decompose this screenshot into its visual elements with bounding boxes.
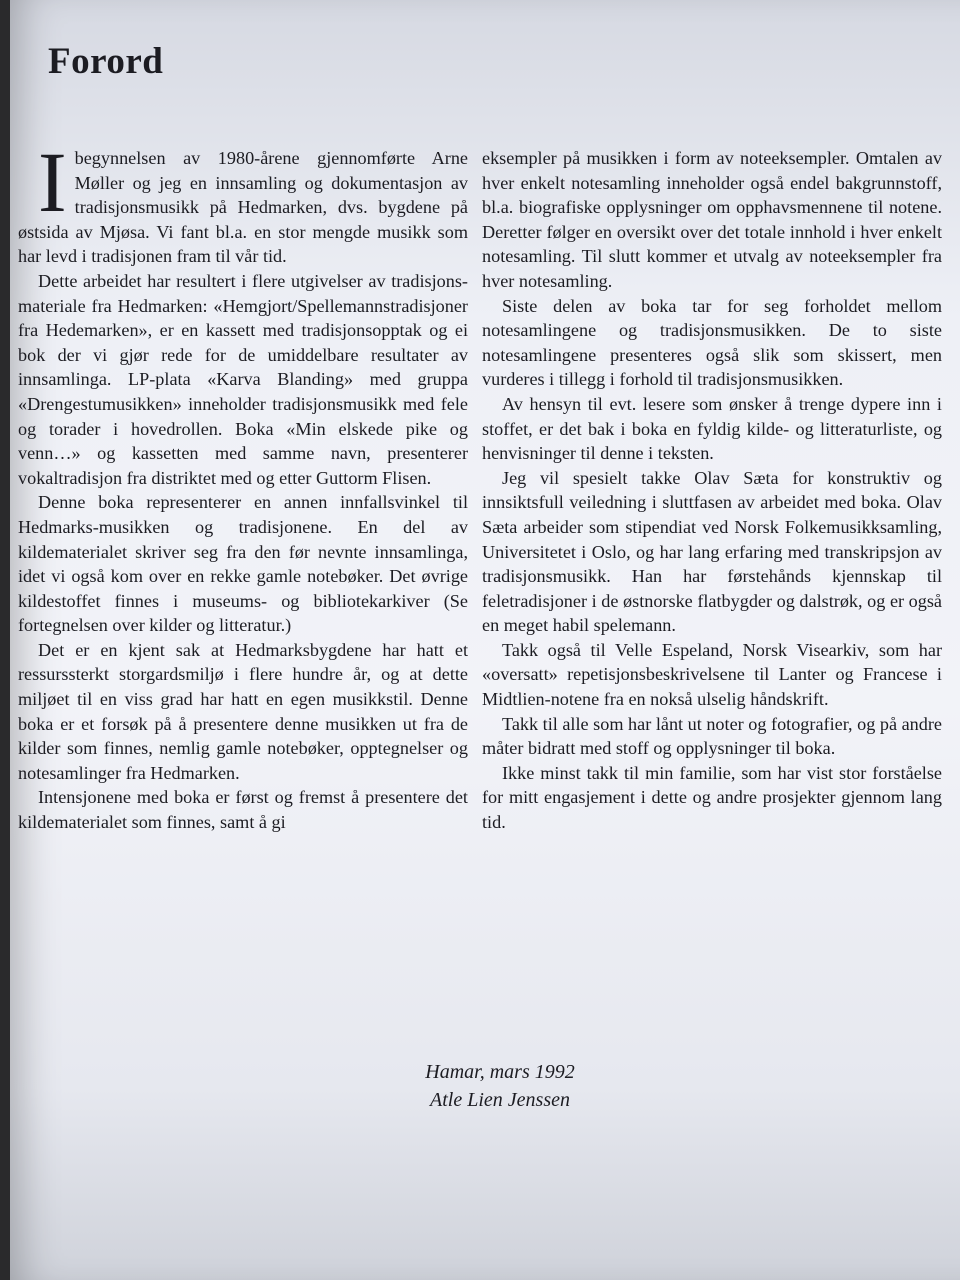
paragraph: Takk til alle som har lånt ut noter og fotografier, og på andre måter bidratt med stoff og opplysninger til boka. [482, 713, 942, 759]
paragraph: Av hensyn til evt. lesere som ønsker å trenge dypere inn i stoffet, er det bak i boka en fyldig kilde- og litteraturliste, og henvisninger til denne i teksten. [482, 393, 942, 464]
paragraph: Ikke minst takk til min familie, som har vist stor forståelse for mitt engasjement i dette og andre prosjekter gjennom lang tid. [482, 762, 942, 833]
paragraph-text: begynnelsen av 1980-årene gjennomførte Arne Møller og jeg en innsamling og dokumentasjon av tradisjonsmusikk på Hedmarken, dvs. bygdene på østsida av Mjøsa. Vi fant bl.a. en stor mengde musikk som har levd i tradisjonen fram til vår tid. [18, 148, 468, 267]
paragraph: Jeg vil spesielt takke Olav Sæta for konstruktiv og innsiktsfull veiledning i sluttfasen av arbeidet med boka. Olav Sæta arbeider som stipendiat ved Norsk Folkemusikksamling, Universitetet i Oslo, og har lang erfaring med transkripsjon av tradisjonsmusikk. Han har førstehånds kjennskap til feletradisjoner i de østnorske flatbygder og dalstrøk, og er også en meget habil spelemann. [482, 467, 942, 636]
paragraph: Siste delen av boka tar for seg forholdet mellom notesamlingene og tradisjonsmusikken. De to siste notesamlingene presenteres også slik som skissert, men vurderes i tillegg i forhold til tradisjonsmusikken. [482, 295, 942, 390]
left-text-column [18, 134, 468, 835]
paragraph: Takk også til Velle Espeland, Norsk Visearkiv, som har «oversatt» repetisjonsbeskrivelsene til Lanter og Francese i Midtlien-notene fra en nokså ulselig håndskrift. [482, 639, 942, 710]
paragraph: eksempler på musikken i form av noteeksempler. Omtalen av hver enkelt notesamling inneholder også endel bakgrunnstoff, bl.a. biografiske opplysninger om opphavsmennene til notene. Deretter følger en oversikt over det totale innhold i hver enkelt notesamling. Til slutt kommer et utvalg av noteeksempler fra hver notesamling. [482, 148, 942, 291]
paragraph: Denne boka representerer en annen innfallsvinkel til Hedmarks-musikken og tradisjonene. En del av kildematerialet skriver seg fra den før nevnte innsamlinga, idet vi også kom over en rekke gamle notebøker. Det øvrige kildestoffet finnes i museums- og bibliotekarkiver (Se fortegnelsen over kilder og litteratur.) [18, 492, 468, 636]
paragraph [18, 134, 468, 269]
signature-block [370, 1058, 630, 1114]
paragraph: Intensjonene med boka er først og fremst å presentere det kildematerialet som finnes, samt å gi [18, 787, 468, 833]
book-page [10, 0, 960, 1280]
signature-author: Atle Lien Jenssen [430, 1089, 570, 1111]
signature-place-date: Hamar, mars 1992 [425, 1061, 575, 1083]
paragraph: Dette arbeidet har resultert i flere utgivelser av tradisjons-materiale fra Hedmarken: «Hemgjort/Spellemannstradisjoner fra Hedemarken», er en kassett med tradisjonsopptak og ei bok der vi gjør rede for de umiddelbare resultater av innsamlinga. LP-plata «Karva Blanding» med gruppa «Drengestumusikken» inneholder tradisjonsmusikk med fele og torader i hovedrollen. Boka «Min elskede pike og venn…» og kassetten med samme navn, presenterer vokaltradisjon fra distriktet med og etter Guttorm Flisen. [18, 270, 468, 488]
drop-cap: I [38, 134, 67, 230]
paragraph: Det er en kjent sak at Hedmarksbygdene har hatt et ressurssterkt storgardsmiljø i flere hundre år, og at dette miljøet til en viss grad har hatt en egen musikkstil. Denne boka er et forsøk på å presentere denne musikken ut fra de kilder som finnes, nemlig gamle notebøker, opptegnelser og notesamlinger fra Hedmarken. [18, 639, 468, 783]
page-title: Forord [48, 41, 164, 82]
right-text-column [482, 146, 942, 835]
